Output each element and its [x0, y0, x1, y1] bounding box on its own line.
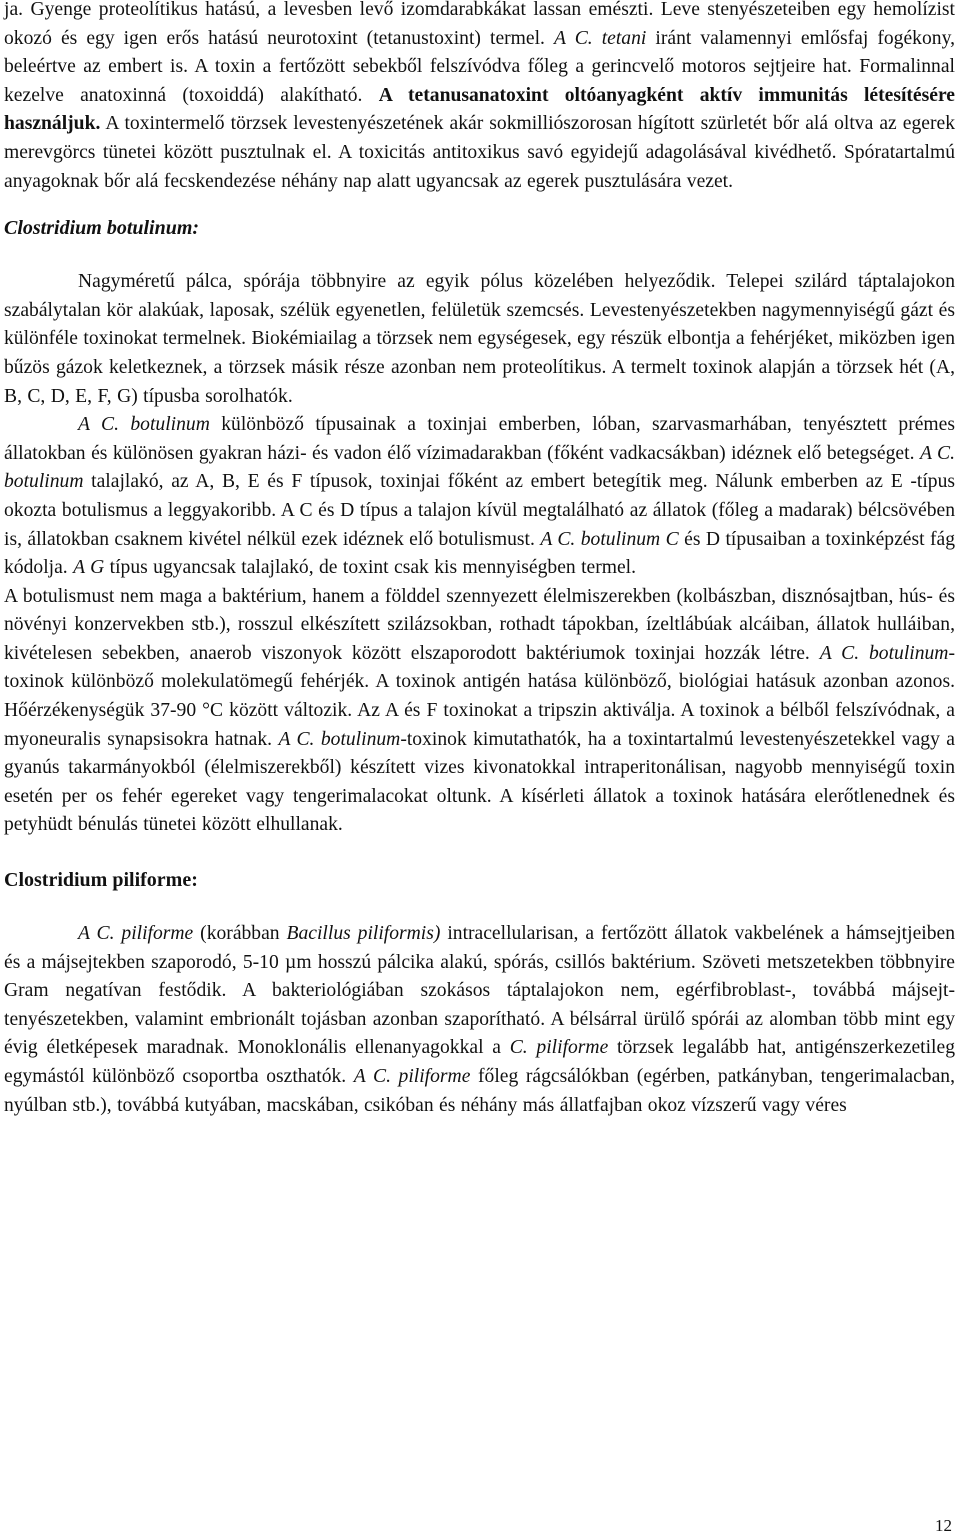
- text-run: főleg rágcsálókban (egérben, patkányban, tengerimalacban, nyúlban stb.), továbbá kutyában, macskában, csikóban és néhány más állatfajban okoz vízszerű vagy véres: [4, 1066, 955, 1116]
- text-run: A toxintermelő törzsek levestenyészetének akár sokmilliószorosan hígított szürletét bőr alá oltva az egerek merevgörcs tünetei között pusztulnak el. A toxicitás antitoxikus savó egyidejű adagolásával kivédhető. Spóratartalmú anyagoknak bőr alá fecskendezése néhány nap alatt ugyancsak az egerek pusztulására vezet.: [4, 113, 955, 192]
- text-run: A botulismust nem maga a baktérium, hanem a földdel szennyezett élelmiszerekben (kolbászban, disznósajtban, hús- és növényi konzervekben stb.), rosszul elkészített szilázsokban, rothadt tápokban, ízeltlábúak alcáiban, állatok hulláiban, kivételesen sebekben, anaerob viszonyok között elszaporodott baktériumok toxinjai hozzák létre.: [4, 585, 955, 664]
- text-run: talajlakó, az A, B, E és F típusok, toxinjai főként az embert betegítik meg. Nálunk emberben az E -típus okozta botulismus a leggyakoribb. A C és D típus a talajon kívül megtalálható az állatok (főleg a madarak) bélcsövében is, állatokban csaknem kivétel nélkül ezek idéznek elő botulismust.: [4, 471, 955, 550]
- piliforme-paragraph: [4, 920, 955, 1120]
- species-name: A G: [73, 557, 105, 579]
- document-page: [4, 0, 955, 1120]
- species-name: A C. tetani: [554, 27, 647, 49]
- text-run: iránt valamennyi emlősfaj fogékony, beleértve az embert is. A toxin a fertőzött sebekből felszívódva főleg a gerincvelő motoros sejtjeire hat. Formalinnal kezelve anatoxinná (toxoiddá) alakítható.: [4, 27, 955, 106]
- text-run: típus ugyancsak talajlakó, de toxint csak kis mennyiségben termel.: [109, 557, 637, 579]
- botulinum-paragraph-3: [4, 583, 955, 840]
- text-run: különböző típusainak a toxinjai emberben, lóban, szarvasmarhában, tenyésztett prémes állatokban és különösen gyakran házi- és vadon élő vízimadarakban (főként vadkacsákban) idéznek elő betegséget.: [4, 414, 955, 464]
- botulinum-paragraph-2: [4, 411, 955, 583]
- species-name: A C. botulinum: [4, 442, 955, 493]
- botulinum-paragraph-1: Nagyméretű pálca, spórája többnyire az egyik pólus közelében helyeződik. Telepei szilárd táptalajokon szabálytalan kör alakúak, laposak, szélük egyenetlen, felületük szemcsés. Levestenyészetekben nagymennyiségű gázt és különféle toxinokat termelnek. Biokémiailag a törzsek nem egységesek, egy részük elbontja a fehérjéket, miközben igen bűzös gázok keletkeznek, a törzsek másik része azonban nem proteolítikus. A termelt toxinok alapján a törzsek hét (A, B, C, D, E, F, G) típusba sorolhatók.: [4, 271, 955, 407]
- text-run: intracellularisan, a fertőzött állatok vakbelének a hámsejtjeiben és a májsejtekben szaporodó, 5-10 µm hosszú pálcika alakú, spórás, csillós baktérium. Szöveti metszetekben többnyire Gram negatívan festődik. A bakteriológiában szokásos táptalajokon nem, egérfibroblast-, továbbá májsejt-tenyészetekben, valamint embrionált tojásban azonban szaporítható. A bélsárral ürülő spórái az alomban több mint egy évig életképesek maradnak. Monoklonális ellenanyagokkal a: [4, 923, 956, 1059]
- page-number: 12: [935, 1516, 952, 1535]
- tetani-paragraph: [4, 0, 955, 196]
- species-name: A C. botulinum: [78, 414, 210, 436]
- text-run: törzsek legalább hat, antigénszerkezetileg egymástól különböző csoportba oszthatók.: [4, 1037, 955, 1087]
- section-heading-botulinum: Clostridium botulinum:: [4, 217, 200, 240]
- text-run: -toxinok különböző molekulatömegű fehérjék. A toxinok antigén hatása különböző, biológiai hatásuk azonban azonos. Hőérzékenységük 37-90 °C között változik. Az A és F toxinokat a tripszin aktiválja. A toxinok a bélből felszívódnak, a myoneuralis synapsisokra hatnak.: [4, 642, 955, 750]
- species-name: A C. botulinum: [278, 728, 401, 750]
- species-name: A C. piliforme: [353, 1066, 471, 1087]
- species-name: A C. botulinum C: [540, 528, 679, 550]
- text-run: -toxinok kimutathatók, ha a toxintartalmú levestenyészetekkel vagy a gyanús takarmányokból (élelmiszerekből) készített vizes kivonatokkal intraperitonálisan, nagyobb mennyiségű toxin esetén per os fehér egereket vagy tengerimalacokat oltunk. A kísérleti állatok a toxinok hatására elerőtlenednek és petyhüdt bénulás tünetei között elhullanak.: [4, 728, 955, 836]
- species-name: Bacillus piliformis): [286, 923, 441, 945]
- text-run: ja. Gyenge proteolítikus hatású, a levesben levő izomdarabkákat lassan emészti. Leve stenyészeteiben egy hemolízist okozó és egy igen erős hatású neurotoxint (tetanustoxint) termel.: [4, 0, 955, 49]
- species-name: C. piliforme: [509, 1037, 609, 1059]
- text-run: és D típusaiban a toxinképzést fág kódolja.: [4, 528, 955, 579]
- section-heading-piliforme: Clostridium piliforme:: [4, 869, 198, 892]
- species-name: A C. piliforme: [78, 923, 194, 945]
- species-name: A C. botulinum: [819, 642, 949, 664]
- text-run: (korábban: [200, 923, 280, 945]
- emphasis-text: A tetanusanatoxint oltóanyagként aktív immunitás létesítésére használjuk.: [4, 84, 955, 135]
